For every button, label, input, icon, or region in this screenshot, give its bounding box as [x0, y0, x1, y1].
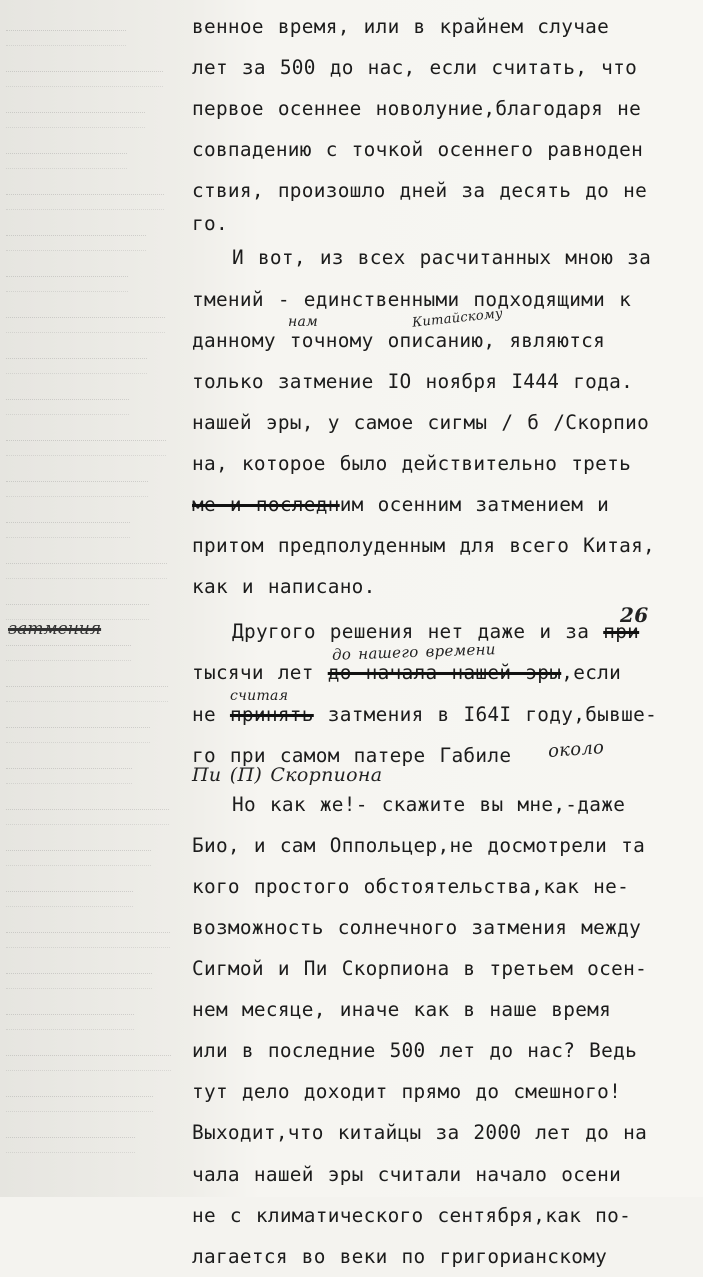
bleed-through-row [6, 276, 128, 292]
handwritten-insert: Пи (П) Скорпиона [192, 763, 383, 786]
text-segment: не [192, 702, 216, 726]
text-segment: ,если [561, 661, 622, 685]
text-line: только затмение IO ноября I444 года. [192, 369, 634, 393]
text-line: на, которое было действительно треть [192, 451, 632, 475]
text-line: или в последние 500 лет до нас? Ведь [192, 1039, 638, 1063]
text-line: Сигмой и Пи Скорпиона в третьем осен- [192, 957, 648, 981]
bleed-through-row [6, 932, 170, 948]
text-line: И вот, из всех расчитанных мною за [232, 246, 652, 270]
bleed-through-row [6, 153, 127, 169]
text-line: возможность солнечного затмения между [192, 915, 642, 939]
text-segment: им осенним затмением и [339, 493, 610, 517]
bleed-through-row [6, 481, 148, 497]
text-line: лагается во веки по григорианскому [192, 1244, 608, 1268]
bleed-through-row [6, 440, 166, 456]
text-line: ствия, произошло дней за десять до не [192, 179, 648, 203]
handwritten-insert: около [547, 736, 605, 762]
struck-text: при [603, 620, 640, 644]
text-line: не с климатического сентября,как по- [192, 1203, 632, 1227]
text-line: Био, и сам Оппольцер,не досмотрели та [192, 833, 646, 857]
bleed-through-row [6, 973, 152, 989]
bleed-through-row [6, 727, 150, 743]
text-line: венное время, или в крайнем случае [192, 15, 610, 38]
bleed-through-row [6, 399, 129, 415]
bleed-through-row [6, 358, 147, 374]
text-line: тмений - единственными подходящими к [192, 287, 632, 311]
text-segment: го при самом патере Габиле [192, 743, 512, 767]
handwritten-insert: 26 [620, 603, 649, 628]
bleed-through-row [6, 891, 133, 907]
text-line: совпадению с точкой осеннего равноден [192, 138, 644, 162]
bleed-through-row [6, 235, 146, 251]
text-line: тут дело доходит прямо до смешного! [192, 1080, 622, 1104]
bleed-through-row [6, 768, 132, 784]
text-line: Выходит,что китайцы за 2000 лет до на [192, 1121, 648, 1145]
bleed-through-row [6, 1055, 171, 1071]
handwritten-insert: считая [230, 687, 289, 704]
text-line [192, 484, 697, 525]
bleed-through-row [6, 194, 164, 210]
text-segment: данному точному описанию, являются [192, 328, 606, 352]
text-line: кого простого обстоятельства,как не- [192, 874, 630, 898]
text-line [192, 305, 697, 361]
text-segment: Другого решения нет даже и за [232, 620, 590, 644]
bleed-through-row [6, 604, 149, 620]
bleed-through-row [6, 809, 169, 825]
struck-text: до начала нашей эры [327, 661, 562, 685]
bleed-through-row [6, 522, 130, 538]
handwritten-insert: Китайскому [411, 305, 504, 331]
bleed-through-row [6, 317, 165, 333]
text-segment: тысячи лет [192, 661, 314, 685]
bleed-through-row [6, 71, 163, 87]
bleed-through-row [6, 1096, 153, 1112]
text-line: го. [192, 212, 228, 236]
bleed-through-row [6, 645, 131, 661]
text-line: притом предполуденным для всего Китая, [192, 534, 656, 558]
text-line: нашей эры, у самое сигмы / б /Скорпио [192, 410, 650, 434]
bleed-through-margin [0, 0, 190, 1197]
bleed-through-row [6, 112, 145, 128]
text-line [192, 687, 697, 735]
text-line [192, 735, 697, 786]
struck-text: принять [229, 702, 314, 726]
text-line: первое осеннее новолуние,благодаря не [192, 97, 642, 121]
text-line: как и написано. [192, 575, 376, 599]
bleed-through-row [6, 1014, 134, 1030]
handwritten-insert: до нашего времени [331, 640, 497, 665]
bleed-through-row [6, 30, 126, 46]
text-segment: затмения в I64I году,бывше- [327, 702, 658, 726]
struck-text: ме и последн [192, 493, 340, 517]
text-line: нем месяце, иначе как в наше время [192, 998, 612, 1022]
bleed-through-row [6, 850, 151, 866]
bleed-through-row [6, 563, 167, 579]
bleed-through-row [6, 686, 168, 702]
text-line: чала нашей эры считали начало осени [192, 1162, 622, 1186]
typed-text-block [192, 6, 697, 1277]
handwritten-insert: нам [288, 313, 319, 330]
text-line: лет за 500 до нас, если считать, что [192, 56, 638, 80]
margin-struck-word: затмения [8, 619, 102, 639]
bleed-through-row [6, 1137, 135, 1153]
text-line: Но как же!- скажите вы мне,-даже [232, 792, 626, 816]
